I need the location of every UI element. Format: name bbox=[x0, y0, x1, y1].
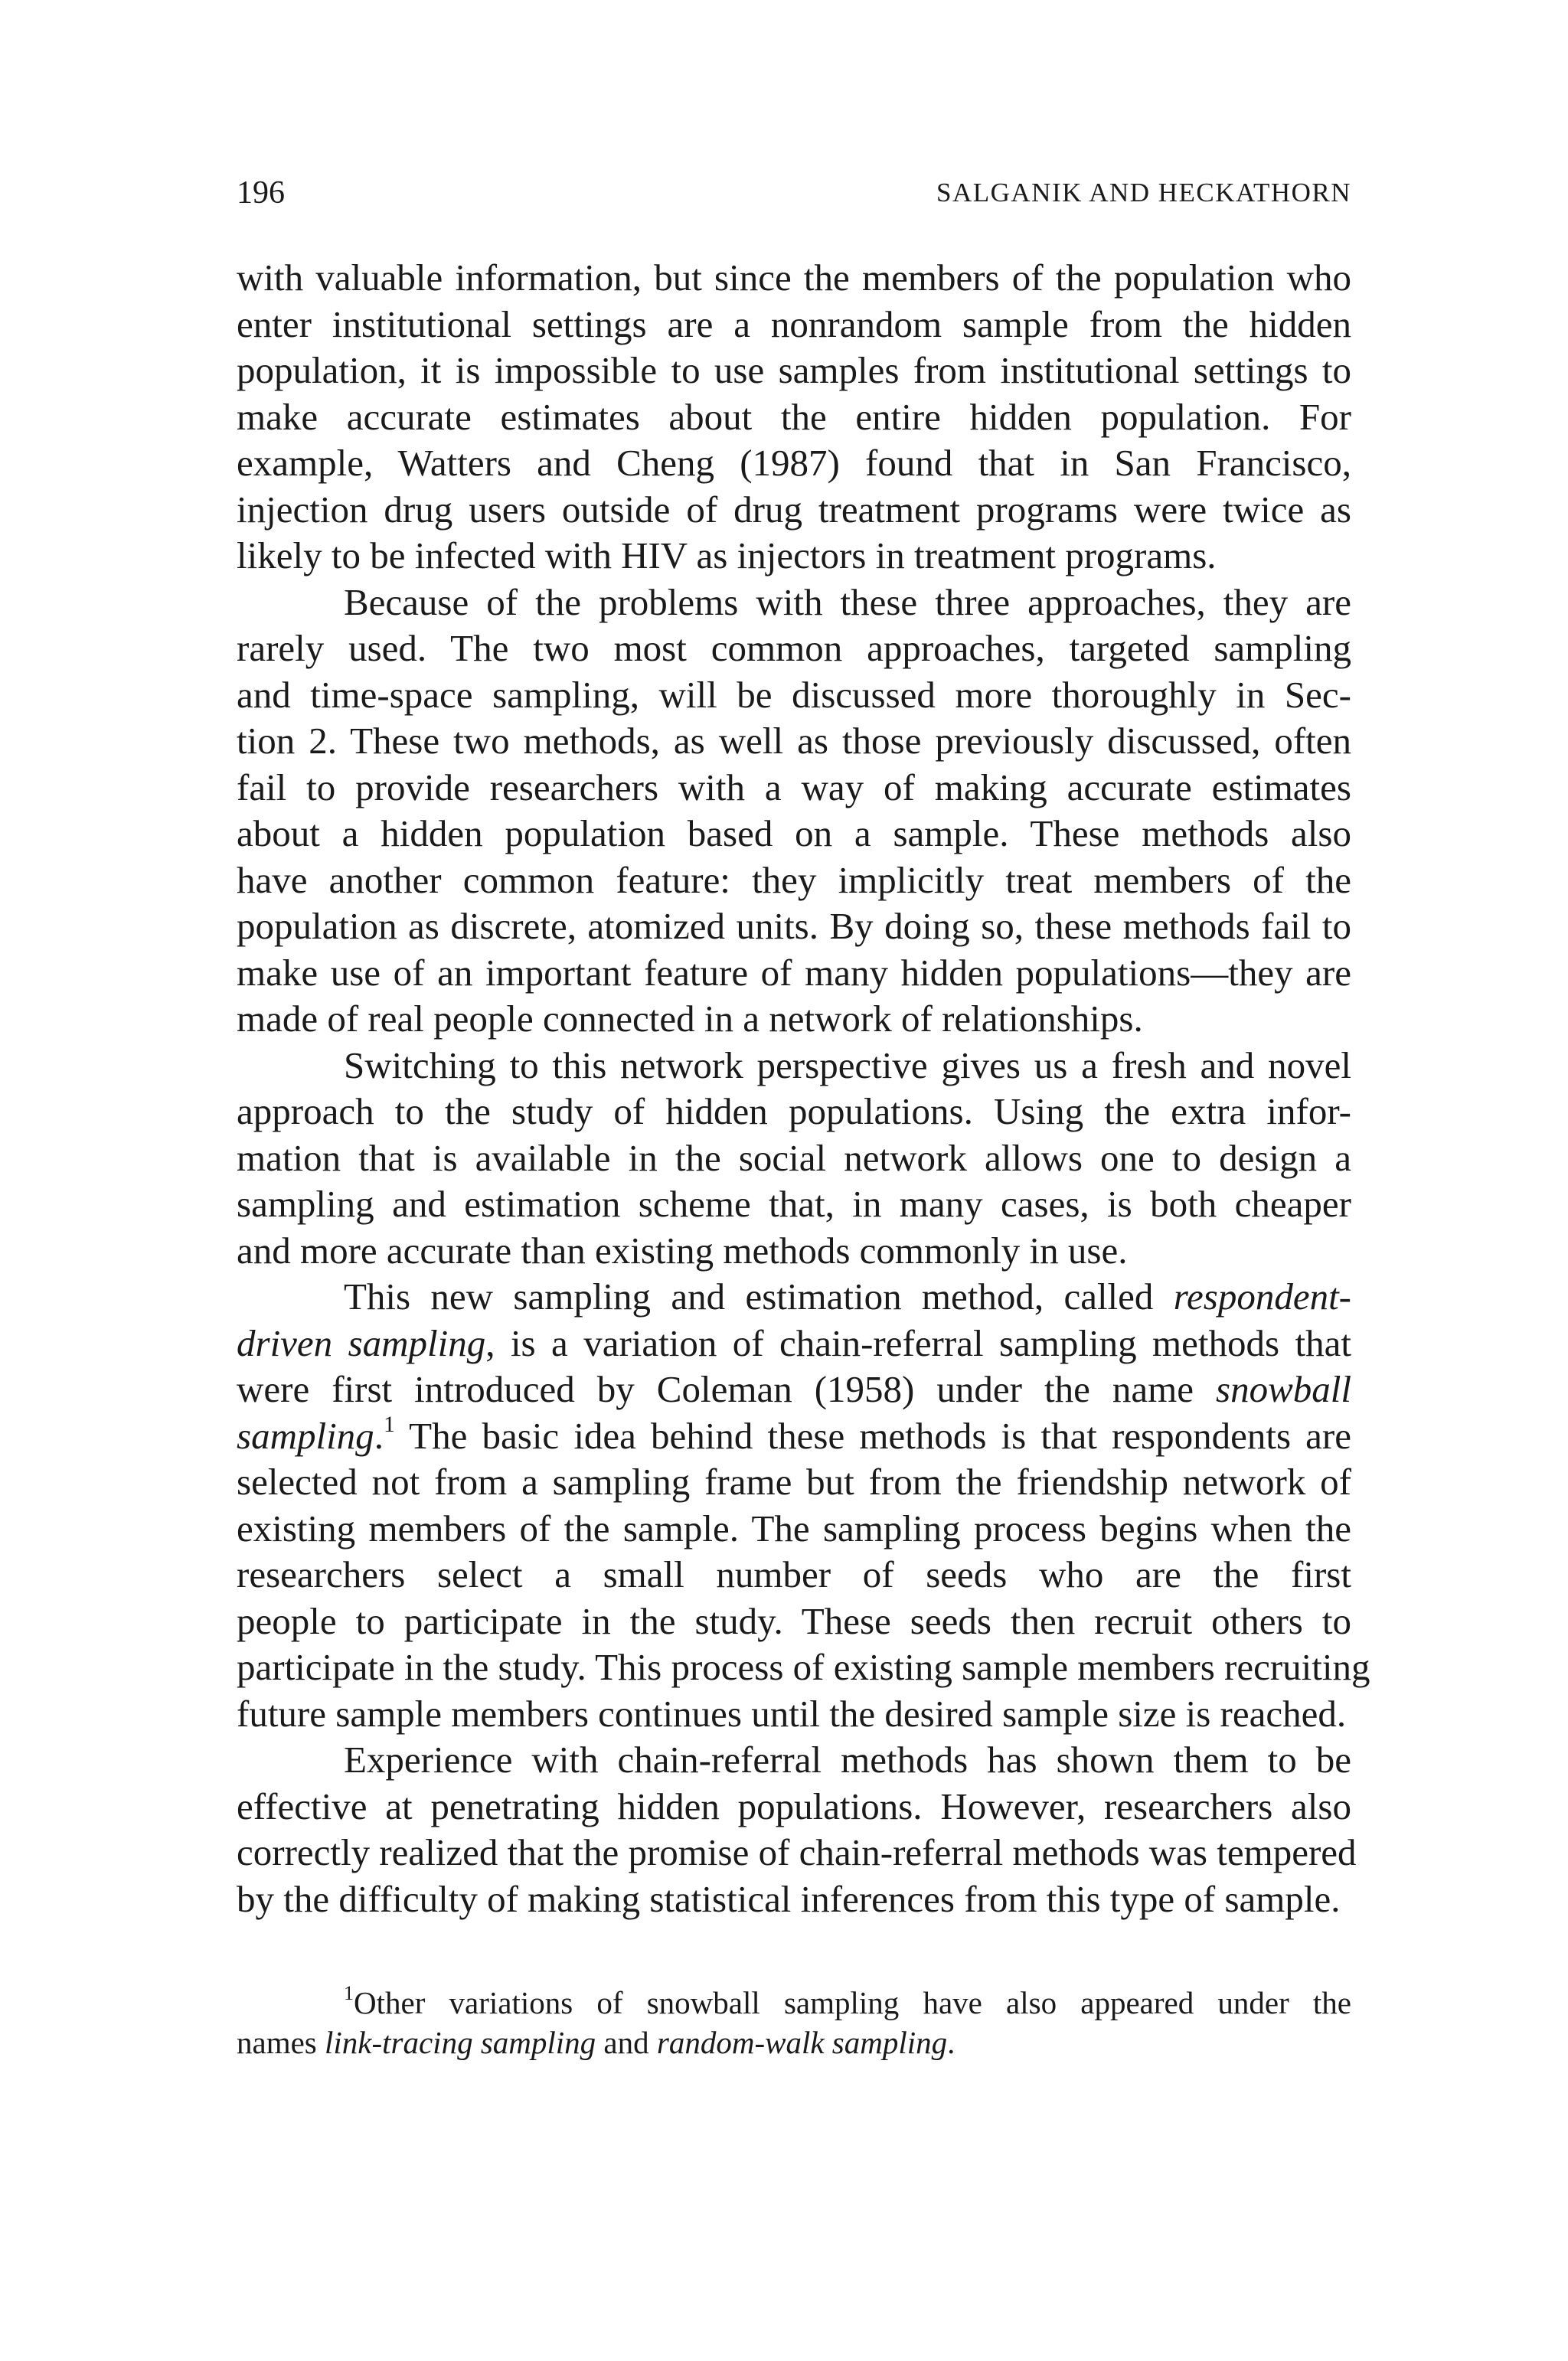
text-run: , is a variation of chain-referral sampling methods that bbox=[485, 1321, 1351, 1364]
text-line: make use of an important feature of many hidden populations—they are bbox=[237, 951, 1351, 994]
paragraph-1 bbox=[237, 255, 1351, 580]
footnote bbox=[237, 1983, 1351, 2062]
text-line: likely to be infected with HIV as injectors in treatment programs. bbox=[237, 534, 1217, 576]
italic-term: snowball bbox=[1216, 1368, 1351, 1410]
italic-term: link-tracing sampling bbox=[325, 2025, 596, 2060]
running-title: SALGANIK AND HECKATHORN bbox=[936, 178, 1351, 207]
footnote-marker[interactable]: 1 bbox=[383, 1411, 395, 1437]
text-line: by the difficulty of making statistical inferences from this type of sample. bbox=[237, 1877, 1341, 1920]
text-line: mation that is available in the social network allows one to design a bbox=[237, 1136, 1351, 1179]
text-line: correctly realized that the promise of chain-referral methods was tempered bbox=[237, 1831, 1357, 1873]
text-line bbox=[237, 1413, 1351, 1460]
text-line: with valuable information, but since the members of the population who bbox=[237, 256, 1351, 299]
text-run: and bbox=[596, 2025, 657, 2060]
text-line: Switching to this network perspective gives us a fresh and novel bbox=[344, 1043, 1351, 1086]
text-line bbox=[237, 1274, 1351, 1321]
footnote-number: 1 bbox=[344, 1982, 354, 2004]
text-line: enter institutional settings are a nonrandom sample from the hidden bbox=[237, 302, 1351, 345]
running-head bbox=[237, 170, 1351, 216]
text-line: participate in the study. This process of existing sample members recruiting bbox=[237, 1646, 1370, 1688]
text-line: effective at penetrating hidden populations. However, researchers also bbox=[237, 1785, 1351, 1827]
text-run: were first introduced by Coleman (1958) under the name bbox=[237, 1368, 1217, 1410]
text-line: and more accurate than existing methods commonly in use. bbox=[237, 1229, 1128, 1272]
paragraph-2 bbox=[237, 580, 1351, 1043]
page-number: 196 bbox=[237, 175, 285, 211]
italic-term: driven sampling bbox=[237, 1321, 486, 1364]
text-line: existing members of the sample. The sampling process begins when the bbox=[237, 1507, 1351, 1550]
body-text bbox=[237, 255, 1370, 1922]
text-line: example, Watters and Cheng (1987) found that in San Francisco, bbox=[237, 442, 1351, 484]
text-line: sampling and estimation scheme that, in many cases, is both cheaper bbox=[237, 1183, 1351, 1225]
italic-term: respondent- bbox=[1173, 1275, 1351, 1318]
text-line bbox=[237, 1321, 1351, 1367]
italic-term: random-walk sampling bbox=[656, 2025, 948, 2060]
text-line: Experience with chain-referral methods has shown them to be bbox=[344, 1739, 1351, 1781]
paragraph-5 bbox=[237, 1737, 1357, 1922]
text-line: researchers select a small number of seeds who are the first bbox=[237, 1553, 1351, 1595]
italic-term: sampling bbox=[237, 1414, 374, 1457]
text-line: made of real people connected in a network of relationships. bbox=[237, 998, 1143, 1040]
text-line: make accurate estimates about the entire hidden population. For bbox=[237, 395, 1351, 438]
text-line: selected not from a sampling frame but from the friendship network of bbox=[237, 1461, 1351, 1503]
text-line: population as discrete, atomized units. By doing so, these methods fail to bbox=[237, 905, 1351, 947]
paragraph-3 bbox=[237, 1043, 1351, 1275]
text-line: people to participate in the study. These seeds then recruit others to bbox=[237, 1599, 1351, 1642]
text-line: about a hidden population based on a sample. These methods also bbox=[237, 812, 1351, 854]
text-line: Because of the problems with these three approaches, they are bbox=[344, 580, 1351, 623]
text-run: names bbox=[237, 2025, 325, 2060]
text-line: rarely used. The two most common approaches, targeted sampling bbox=[237, 627, 1351, 669]
text-run: . bbox=[374, 1414, 384, 1457]
text-run: . bbox=[947, 2025, 956, 2060]
text-run: Other variations of snowball sampling have also appeared under the bbox=[354, 1985, 1351, 2020]
footnote-line bbox=[237, 1983, 1351, 2023]
text-line: approach to the study of hidden populations. Using the extra infor- bbox=[237, 1090, 1351, 1132]
footnote-line bbox=[237, 2023, 1351, 2062]
paragraph-4 bbox=[237, 1274, 1370, 1737]
text-run: This new sampling and estimation method, called bbox=[344, 1275, 1174, 1318]
text-line bbox=[237, 1367, 1351, 1413]
text-run: The basic idea behind these methods is that respondents are bbox=[394, 1414, 1351, 1457]
text-line: tion 2. These two methods, as well as those previously discussed, often bbox=[237, 720, 1351, 762]
text-line: future sample members continues until the desired sample size is reached. bbox=[237, 1692, 1347, 1735]
text-line: population, it is impossible to use samples from institutional settings to bbox=[237, 349, 1351, 391]
text-line: fail to provide researchers with a way of making accurate estimates bbox=[237, 766, 1351, 808]
text-line: and time-space sampling, will be discussed more thoroughly in Sec- bbox=[237, 673, 1351, 716]
text-line: have another common feature: they implicitly treat members of the bbox=[237, 858, 1351, 901]
text-line: injection drug users outside of drug treatment programs were twice as bbox=[237, 488, 1351, 531]
